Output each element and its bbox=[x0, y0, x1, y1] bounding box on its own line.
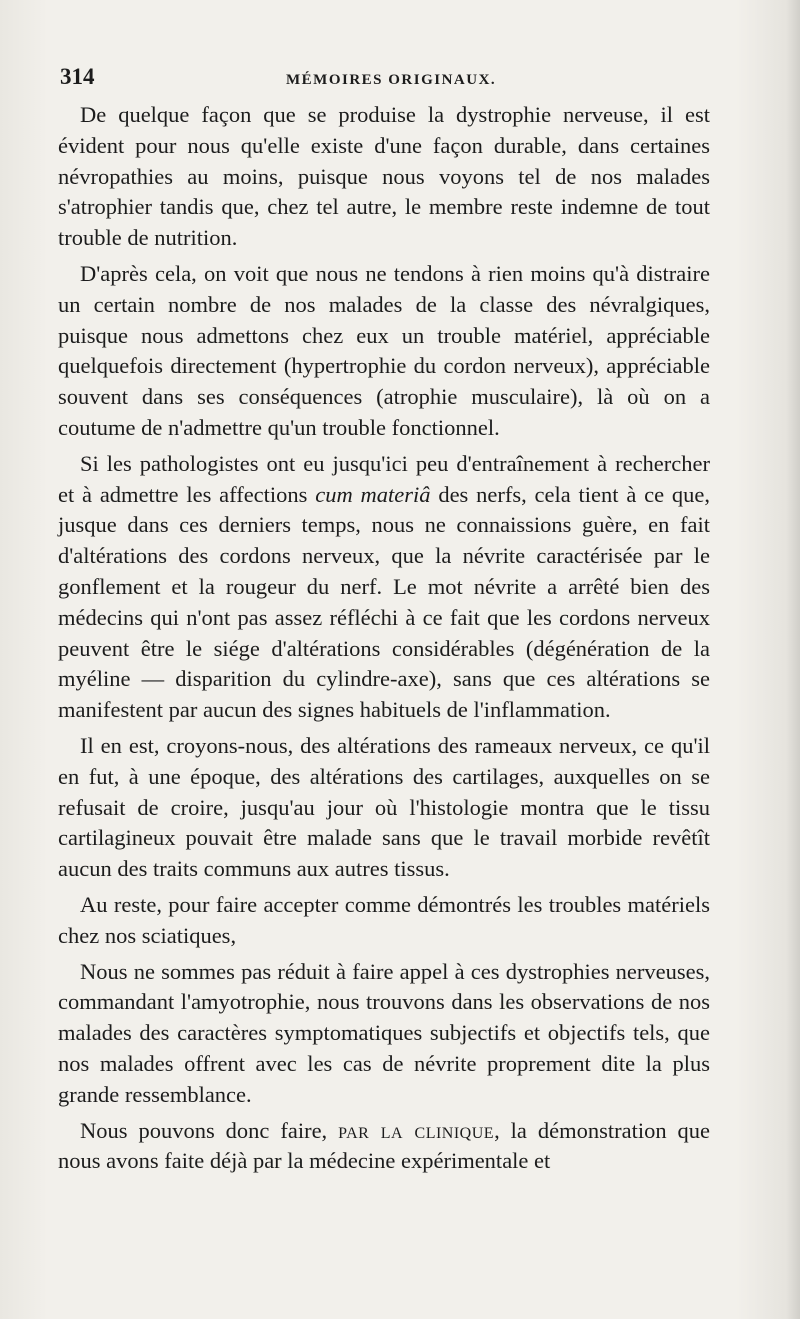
paragraph-6: Nous ne sommes pas réduit à faire appel à ces dystrophies nerveuses, commandant l'amyotrophie, nous trouvons dans les observations de nos malades des caractères symptomatiques subjectifs et objectifs tels, que nos malades offrent avec les cas de névrite proprement dite la plus grande ressemblance. bbox=[58, 958, 710, 1107]
running-head bbox=[60, 64, 710, 94]
paragraph-3 bbox=[58, 449, 710, 726]
paragraph-7 bbox=[58, 1116, 710, 1178]
latin-phrase: cum materiâ bbox=[315, 481, 431, 507]
paragraph-7-part-2: , la démonstration que nous avons faite déjà par la médecine expérimentale et bbox=[58, 1117, 711, 1174]
text-body bbox=[58, 100, 710, 1182]
paragraph-2: D'après cela, on voit que nous ne tendons à rien moins qu'à distraire un certain nombre de nos malades de la classe des névralgiques, puisque nous admettons chez eux un trouble matériel, appréciable quelquefois directement (hypertrophie du cordon nerveux), appréciable souvent dans ses conséquences (atrophie musculaire), là où on a coutume de n'admettre qu'un trouble fonctionnel. bbox=[58, 260, 710, 440]
page-number: 314 bbox=[60, 64, 95, 89]
paragraph-5: Au reste, pour faire accepter comme démontrés les troubles matériels chez nos sciatiques, bbox=[58, 891, 710, 948]
running-title: MÉMOIRES ORIGINAUX. bbox=[286, 72, 497, 88]
paragraph-1: De quelque façon que se produise la dystrophie nerveuse, il est évident pour nous qu'elle existe d'une façon durable, dans certaines névropathies au moins, puisque nous voyons tel de nos malades s'atrophier tandis que, chez tel autre, le membre reste indemne de tout trouble de nutrition. bbox=[58, 102, 710, 251]
paragraph-3-part-1: Si les pathologistes ont eu jusqu'ici peu d'entraînement à rechercher et à admettre les affections bbox=[58, 450, 710, 507]
paragraph-7-part-1: Nous pouvons donc faire, bbox=[80, 1117, 339, 1143]
small-caps-phrase: par la clinique bbox=[338, 1117, 495, 1143]
paragraph-4: Il en est, croyons-nous, des altérations des rameaux nerveux, ce qu'il en fut, à une époque, des altérations des cartilages, auxquelles on se refusait de croire, jusqu'au jour où l'histologie montra que le tissu cartilagineux pouvait être malade sans que le travail morbide revêtît aucun des traits communs aux autres tissus. bbox=[58, 732, 710, 882]
page-edge-shadow bbox=[786, 0, 800, 1319]
paragraph-3-part-2: des nerfs, cela tient à ce que, jusque dans ces derniers temps, nous ne connaissions guère, en fait d'altérations des cordons nerveux, que la névrite caractérisée par le gonflement et la rougeur du nerf. Le mot névrite a arrêté bien des médecins qui n'ont pas assez réfléchi à ce fait que les cordons nerveux peuvent être le siége d'altérations considérables (dégénération de la myéline — disparition du cylindre-axe), sans que ces altérations se manifestent par aucun des signes habituels de l'inflammation. bbox=[58, 481, 710, 723]
